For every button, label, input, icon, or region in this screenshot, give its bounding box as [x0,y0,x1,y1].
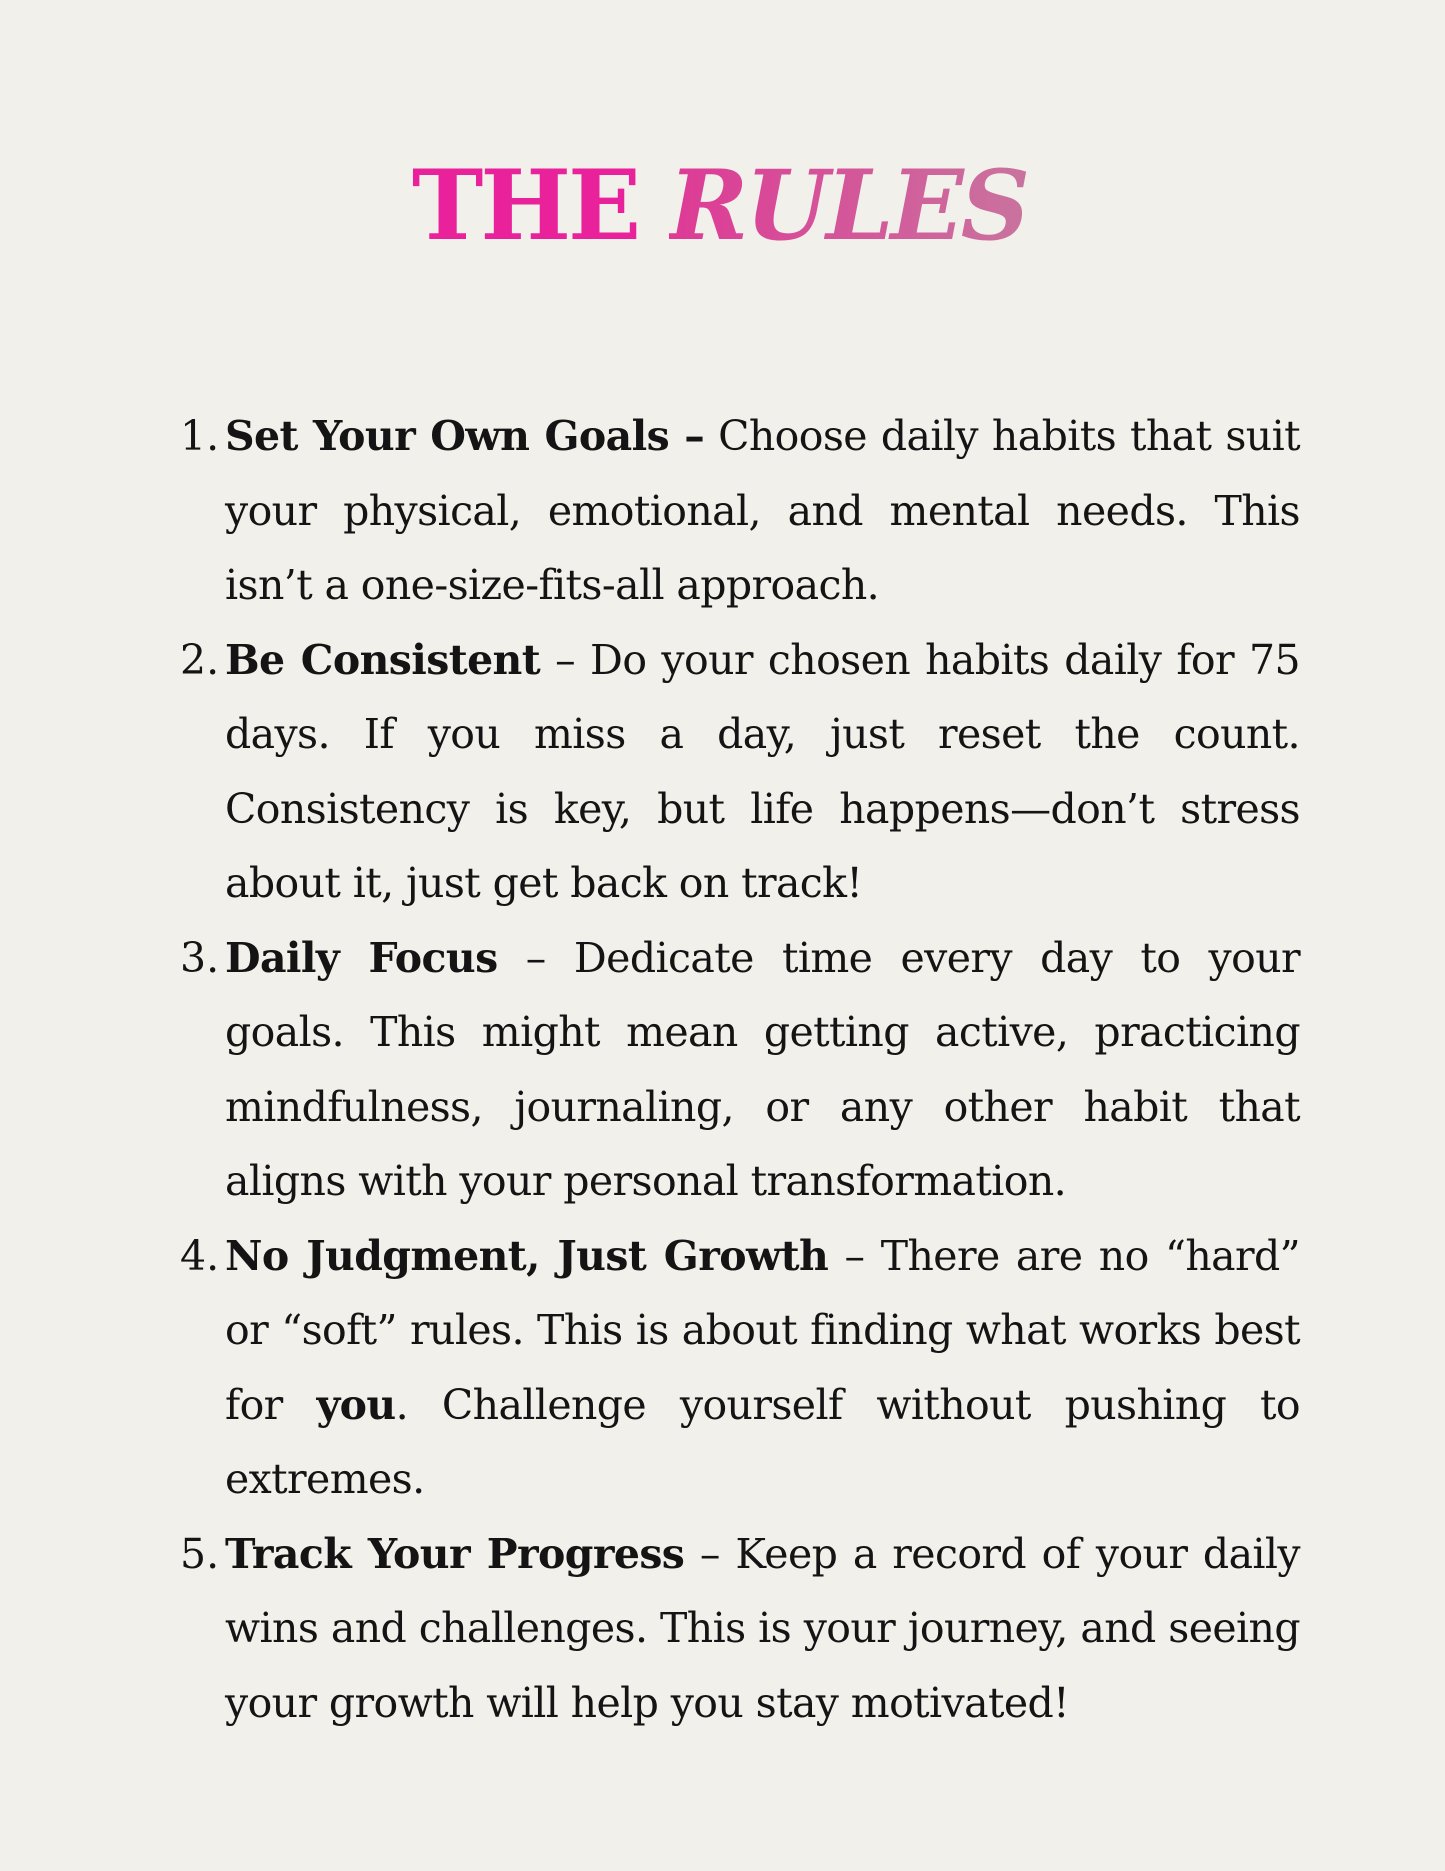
rule-number: 2. [180,635,220,684]
rule-number: 5. [180,1529,220,1578]
rule-text: – Dedicate time every day to your goals. This might mean getting active, practicing mindfulness, journaling, or any other habit that aligns with your personal transformation. [225,933,1300,1205]
rule-heading: No Judgment, Just Growth [225,1231,829,1280]
rule-text: – There are no “hard” or “soft” rules. This is about finding what works best for [225,1231,1300,1429]
rule-number: 1. [180,412,220,460]
rule-body [225,623,1300,921]
rule-emphasis: you [316,1380,396,1429]
title-word-the: THE [411,149,639,262]
rules-list [180,399,1300,1740]
rule-item-5 [180,1517,1300,1741]
rule-body [225,921,1300,1219]
rule-heading: Be Consistent [225,635,541,684]
rule-body [225,1517,1300,1741]
rule-body [225,399,1300,623]
page-title [0,150,1445,262]
rule-text: – Keep a record of your daily wins and challenges. This is your journey, and seeing your growth will help you stay motivated! [225,1529,1300,1727]
rule-number: 4. [180,1231,220,1280]
rule-heading: Set Your Own Goals – [225,412,705,460]
rule-item-1 [180,399,1300,623]
rule-item-2 [180,623,1300,921]
rule-item-4 [180,1219,1300,1517]
rule-text: Choose daily habits that suit your physical, emotional, and mental needs. This isn’t a one-size-fits-all approach. [225,412,1300,609]
rule-number: 3. [180,933,220,982]
rule-text: . Challenge yourself without pushing to extremes. [225,1380,1300,1503]
title-word-rules: RULES [669,149,1034,262]
rule-heading: Track Your Progress [225,1529,685,1578]
rule-text: – Do your chosen habits daily for 75 days. If you miss a day, just reset the count. Consistency is key, but life happens—don’t stress about it, just get back on track! [225,635,1300,907]
rule-heading: Daily Focus [225,933,498,982]
rule-body [225,1219,1300,1517]
title-space [638,149,668,262]
rule-item-3 [180,921,1300,1219]
